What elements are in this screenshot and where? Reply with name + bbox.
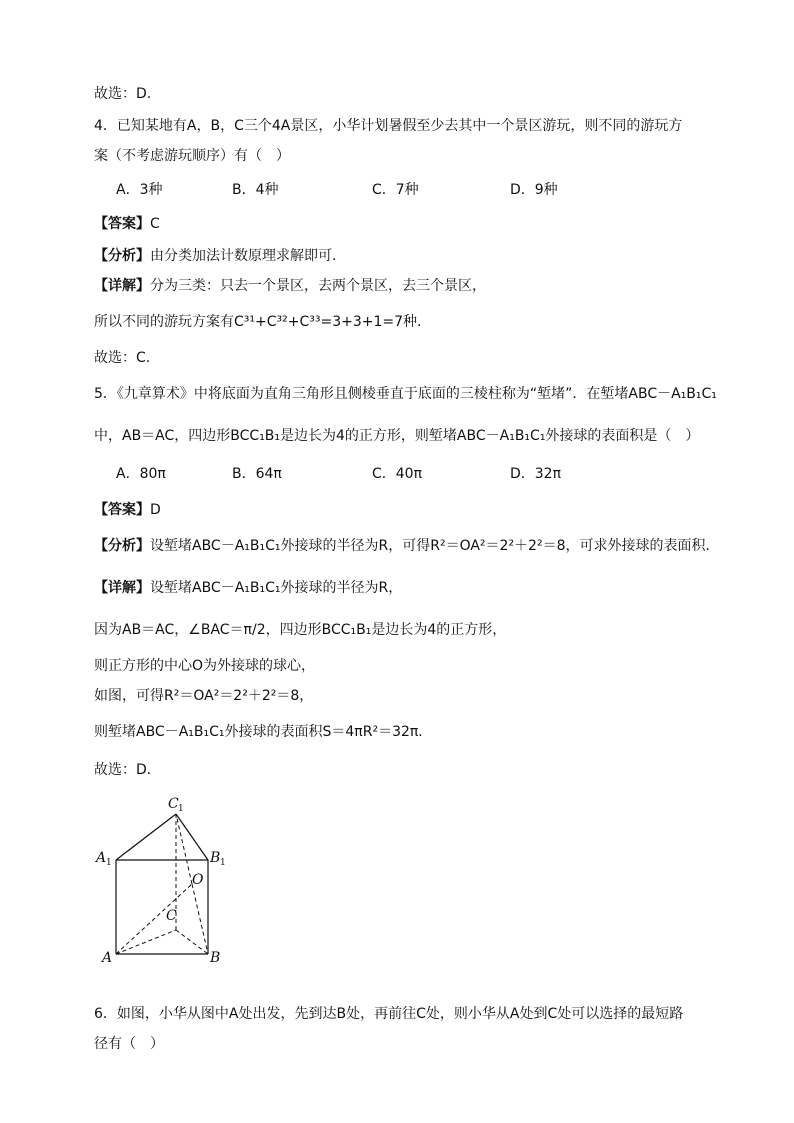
q4-answer — [94, 214, 160, 234]
label-a: A — [102, 950, 113, 966]
q4-conclusion: 故选：C. — [94, 350, 151, 366]
q4-analysis-tag: 【分析】 — [94, 248, 150, 264]
q5-answer-tag: 【答案】 — [94, 502, 150, 518]
q4-answer-tag: 【答案】 — [94, 216, 150, 232]
q5-stem-line1: 5．《九章算术》中将底面为直角三角形且侧棱垂直于底面的三棱柱称为“堑堵”．在堑堵ABC－A₁B₁C₁ — [94, 386, 717, 402]
q4-detail-line1 — [94, 276, 486, 296]
q5-detail-text1: 设堑堵ABC－A₁B₁C₁外接球的半径为R， — [150, 580, 403, 596]
q4-detail-text1: 分为三类：只去一个景区，去两个景区，去三个景区， — [150, 278, 486, 294]
q5-analysis-text: 设堑堵ABC－A₁B₁C₁外接球的半径为R，可得R²＝OA²＝2²＋2²＝8，可求外接球的表面积． — [150, 538, 720, 554]
q5-conclusion: 故选：D． — [94, 762, 161, 778]
q4-analysis-text: 由分类加法计数原理求解即可. — [150, 248, 337, 264]
label-c1-sub: 1 — [178, 804, 184, 814]
label-c: C — [166, 908, 177, 924]
label-a1-sub: 1 — [106, 858, 112, 868]
q5-option-c: C．40π — [372, 466, 423, 482]
label-a1: A — [96, 850, 107, 866]
q5-detail-line1 — [94, 578, 402, 598]
prism-figure — [90, 790, 240, 970]
q5-detail-line5: 则堑堵ABC－A₁B₁C₁外接球的表面积S＝4πR²＝32π． — [94, 724, 433, 740]
q5-analysis — [94, 536, 719, 556]
q6-stem-line2: 径有（ ） — [94, 1036, 164, 1052]
label-c1: C — [168, 796, 179, 812]
q4-detail-tag: 【详解】 — [94, 278, 150, 294]
q4-option-a: A．3种 — [116, 182, 163, 198]
label-b1-sub: 1 — [220, 858, 226, 868]
q4-analysis — [94, 246, 336, 266]
q5-detail-line2: 因为AB＝AC，∠BAC＝π/2，四边形BCC₁B₁是边长为4的正方形， — [94, 622, 507, 638]
q4-option-d: D．9种 — [510, 182, 558, 198]
q5-option-d: D．32π — [510, 466, 562, 482]
q5-detail-line3: 则正方形的中心O为外接球的球心， — [94, 658, 316, 674]
q5-option-b: B．64π — [232, 466, 282, 482]
label-o: O — [192, 872, 204, 888]
q5-detail-tag: 【详解】 — [94, 580, 150, 596]
q4-answer-value: C — [150, 216, 160, 232]
label-b1: B — [210, 850, 221, 866]
q5-stem-line2: 中，AB＝AC，四边形BCC₁B₁是边长为4的正方形，则堑堵ABC－A₁B₁C₁外接球的表面积是（ ） — [94, 428, 700, 444]
q4-stem-line2: 案（不考虑游玩顺序）有（ ） — [94, 148, 290, 164]
q4-option-b: B．4种 — [232, 182, 279, 198]
q4-stem-line1: 4．已知某地有A，B，C三个4A景区，小华计划暑假至少去其中一个景区游玩，则不同的游玩方 — [94, 118, 683, 134]
prev-conclusion: 故选：D. — [94, 86, 152, 102]
q5-option-a: A．80π — [116, 466, 166, 482]
q5-answer-value: D — [150, 502, 161, 518]
q5-analysis-tag: 【分析】 — [94, 538, 150, 554]
q6-stem-line1: 6．如图，小华从图中A处出发，先到达B处，再前往C处，则小华从A处到C处可以选择的最短路 — [94, 1006, 684, 1022]
label-b: B — [210, 950, 221, 966]
q5-answer — [94, 500, 161, 520]
q4-option-c: C．7种 — [372, 182, 419, 198]
q5-detail-line4: 如图，可得R²＝OA²＝2²＋2²＝8， — [94, 688, 314, 704]
q4-detail-line2: 所以不同的游玩方案有C³¹+C³²+C³³=3+3+1=7种． — [94, 314, 432, 330]
